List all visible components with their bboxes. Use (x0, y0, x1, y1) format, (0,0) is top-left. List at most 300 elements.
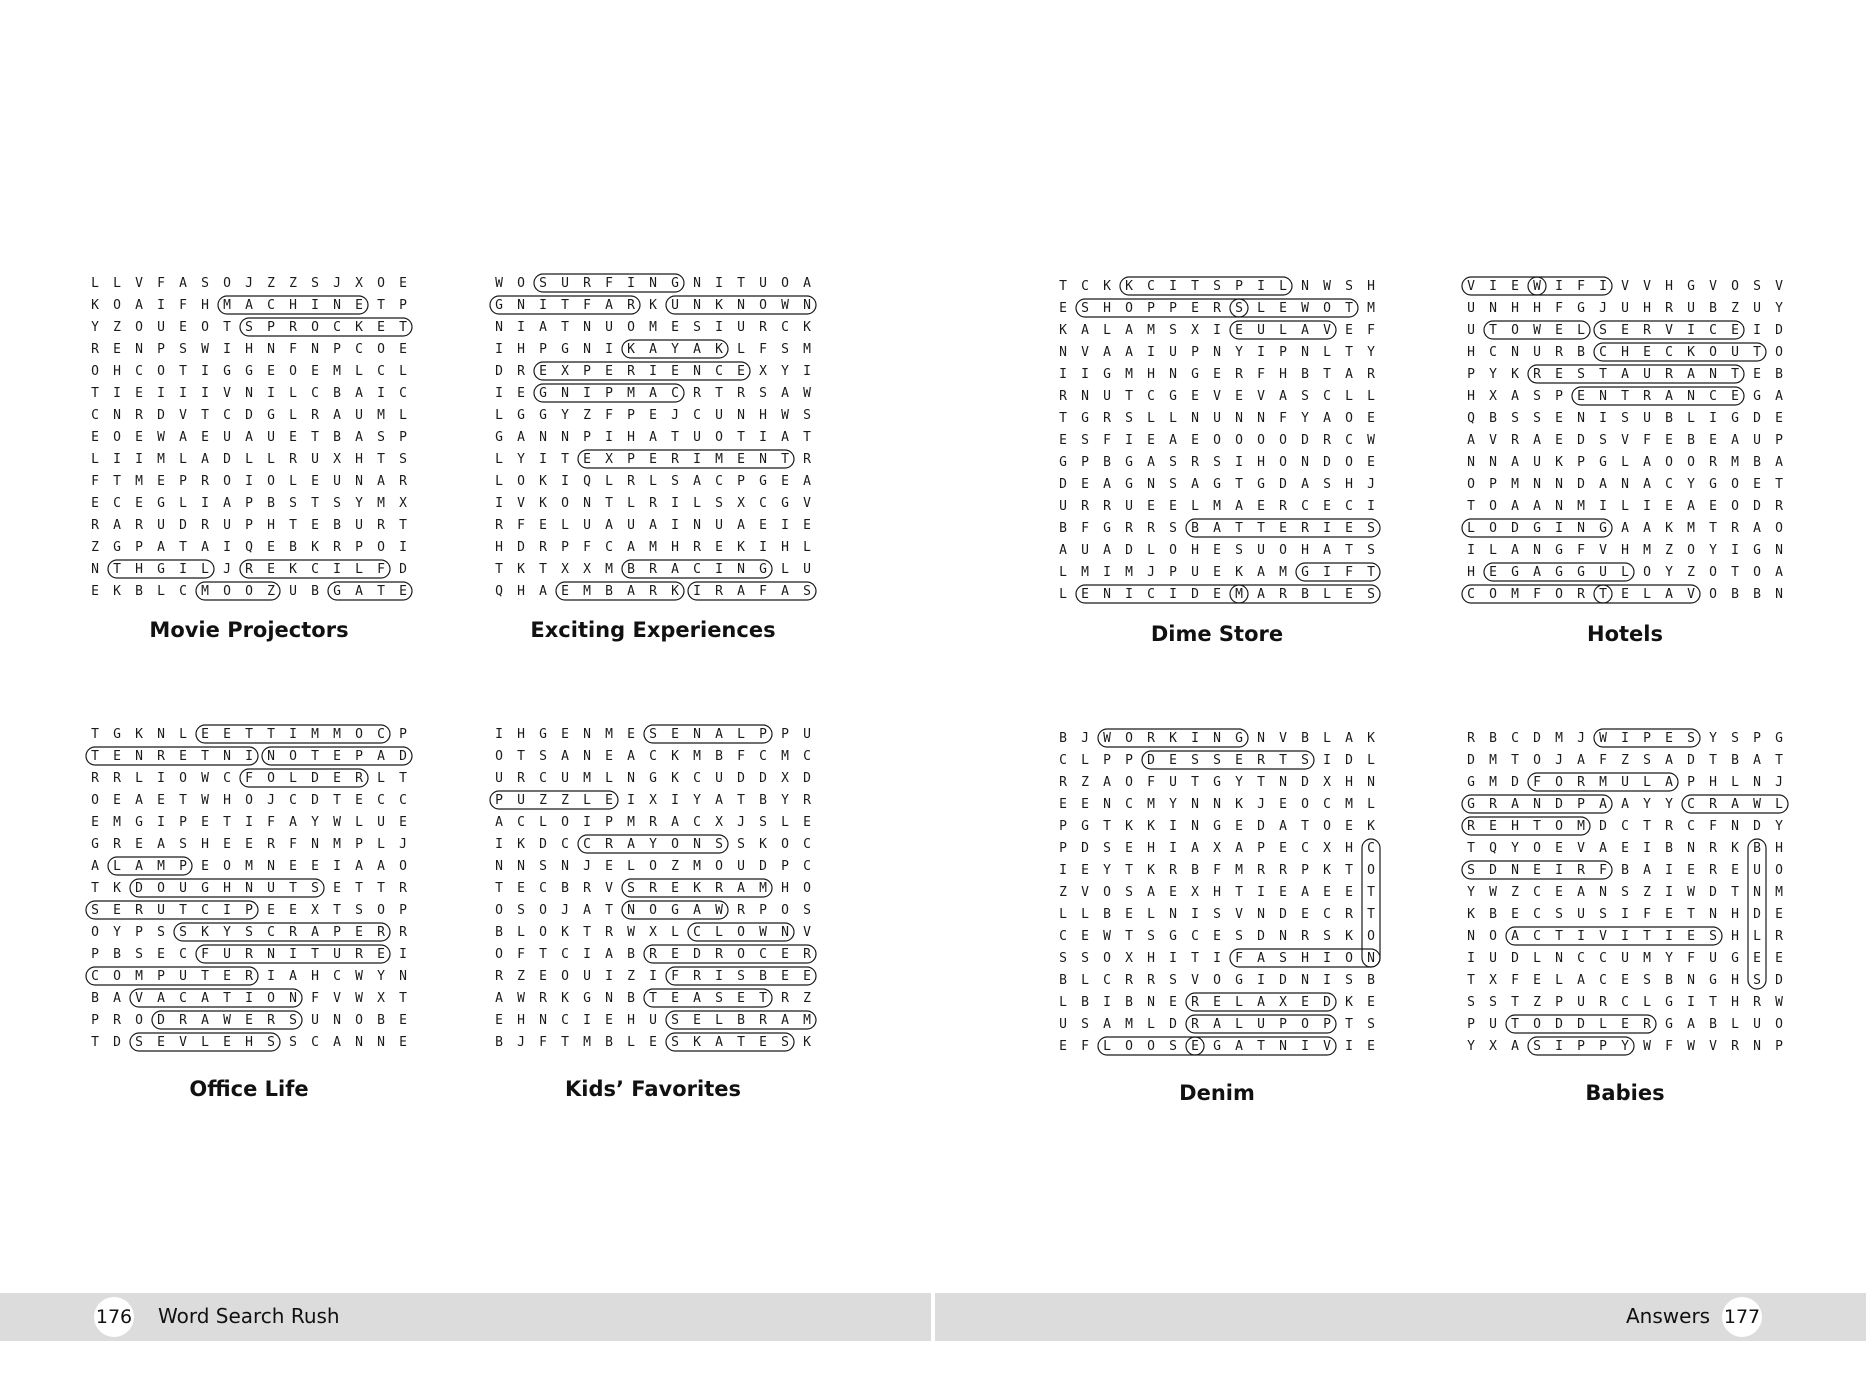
grid-letter: Y (1511, 840, 1519, 856)
grid-letter: S (289, 1012, 297, 1028)
grid-letter: K (1555, 454, 1563, 470)
grid-letter: D (1511, 950, 1519, 966)
grid-letter: E (1323, 884, 1331, 900)
grid-letter: O (561, 968, 569, 984)
grid-letter: I (583, 814, 591, 830)
grid-letter: T (179, 539, 187, 555)
grid-letter: Y (1665, 950, 1673, 966)
grid-letter: A (1235, 498, 1243, 514)
grid-letter: Y (91, 319, 99, 335)
grid-letter: O (1533, 1016, 1541, 1032)
grid-letter: R (399, 473, 407, 489)
grid-letter: E (113, 792, 121, 808)
grid-letter: E (1191, 300, 1199, 316)
grid-letter: T (737, 792, 745, 808)
grid-letter: O (113, 297, 121, 313)
grid-letter: E (649, 407, 657, 423)
grid-letter: I (1257, 344, 1265, 360)
grid-letter: T (495, 880, 503, 896)
grid-letter: Y (113, 924, 121, 940)
grid-letter: X (399, 495, 407, 511)
grid-letter: I (179, 385, 187, 401)
grid-letter: G (1467, 774, 1475, 790)
grid-letter: S (1467, 994, 1475, 1010)
grid-letter: D (245, 407, 253, 423)
grid-letter: E (1367, 454, 1375, 470)
grid-letter: L (289, 770, 297, 786)
grid-letter: E (289, 429, 297, 445)
grid-letter: F (267, 814, 275, 830)
grid-letter: P (135, 924, 143, 940)
grid-letter: Y (649, 836, 657, 852)
grid-letter: U (1687, 300, 1695, 316)
grid-letter: V (1709, 1038, 1717, 1054)
grid-letter: G (1665, 994, 1673, 1010)
grid-letter: M (693, 858, 701, 874)
grid-letter: O (223, 583, 231, 599)
grid-letter: R (759, 319, 767, 335)
grid-letter: O (245, 792, 253, 808)
grid-letter: V (1323, 1038, 1331, 1054)
grid-letter: E (399, 1012, 407, 1028)
grid-letter: M (605, 561, 613, 577)
grid-letter: S (201, 275, 209, 291)
grid-letter: U (1643, 366, 1651, 382)
grid-letter: D (1753, 906, 1761, 922)
grid-letter: A (1533, 498, 1541, 514)
grid-letter: E (1191, 388, 1199, 404)
grid-letter: T (583, 924, 591, 940)
grid-letter: N (1775, 542, 1783, 558)
grid-letter: A (671, 561, 679, 577)
grid-letter: H (517, 726, 525, 742)
grid-letter: I (1599, 498, 1607, 514)
grid-letter: L (1081, 972, 1089, 988)
grid-letter: G (1599, 454, 1607, 470)
grid-letter: T (1467, 498, 1475, 514)
grid-letter: P (1301, 862, 1309, 878)
grid-letter: B (1665, 972, 1673, 988)
grid-letter: O (1147, 1038, 1155, 1054)
grid-letter: R (715, 583, 723, 599)
grid-letter: P (1577, 796, 1585, 812)
grid-letter: R (627, 297, 635, 313)
grid-letter: I (1213, 950, 1221, 966)
grid-letter: O (1687, 454, 1695, 470)
grid-letter: O (781, 275, 789, 291)
grid-letter: C (1323, 388, 1331, 404)
grid-letter: F (517, 517, 525, 533)
grid-letter: C (759, 748, 767, 764)
grid-letter: I (583, 1012, 591, 1028)
grid-letter: R (135, 517, 143, 533)
grid-letter: N (1257, 906, 1265, 922)
grid-letter: F (157, 275, 165, 291)
grid-letter: E (1059, 796, 1067, 812)
grid-letter: R (113, 1012, 121, 1028)
grid-letter: S (1367, 586, 1375, 602)
grid-letter: E (135, 429, 143, 445)
grid-letter: M (627, 814, 635, 830)
grid-letter: M (1235, 586, 1243, 602)
grid-letter: I (671, 517, 679, 533)
grid-letter: O (781, 902, 789, 918)
grid-letter: I (223, 539, 231, 555)
grid-letter: M (759, 880, 767, 896)
grid-letter: G (1301, 564, 1309, 580)
grid-letter: B (495, 924, 503, 940)
grid-letter: R (355, 770, 363, 786)
grid-letter: G (245, 363, 253, 379)
grid-letter: O (649, 902, 657, 918)
grid-letter: O (399, 858, 407, 874)
grid-letter: O (377, 902, 385, 918)
puzzle-title-movie-projectors: Movie Projectors (149, 618, 349, 642)
grid-letter: F (605, 275, 613, 291)
grid-letter: R (1775, 928, 1783, 944)
grid-letter: I (245, 990, 253, 1006)
grid-letter: D (1323, 454, 1331, 470)
grid-letter: O (1345, 410, 1353, 426)
grid-letter: O (1345, 950, 1353, 966)
grid-letter: O (1257, 432, 1265, 448)
grid-letter: L (399, 363, 407, 379)
grid-letter: K (135, 726, 143, 742)
grid-letter: F (1643, 432, 1651, 448)
grid-letter: I (803, 363, 811, 379)
grid-letter: D (1555, 796, 1563, 812)
grid-letter: K (539, 495, 547, 511)
grid-letter: F (1599, 752, 1607, 768)
grid-letter: T (399, 319, 407, 335)
grid-letter: S (1169, 454, 1177, 470)
grid-letter: B (1489, 906, 1497, 922)
grid-letter: V (1621, 432, 1629, 448)
grid-letter: C (201, 902, 209, 918)
grid-letter: K (113, 583, 121, 599)
grid-letter: R (737, 385, 745, 401)
grid-letter: P (1775, 1038, 1783, 1054)
grid-letter: O (649, 858, 657, 874)
grid-letter: S (649, 726, 657, 742)
grid-letter: E (1511, 278, 1519, 294)
grid-letter: H (1621, 542, 1629, 558)
grid-letter: L (583, 792, 591, 808)
grid-letter: N (1367, 950, 1375, 966)
grid-letter: F (1577, 542, 1585, 558)
grid-letter: A (1599, 796, 1607, 812)
grid-letter: W (201, 341, 209, 357)
grid-letter: R (715, 880, 723, 896)
grid-letter: T (1511, 752, 1519, 768)
grid-letter: D (1577, 1016, 1585, 1032)
grid-letter: V (333, 990, 341, 1006)
grid-letter: H (267, 517, 275, 533)
grid-letter: C (693, 407, 701, 423)
grid-letter: I (1599, 278, 1607, 294)
grid-letter: B (1665, 840, 1673, 856)
grid-letter: L (1279, 278, 1287, 294)
grid-letter: F (583, 297, 591, 313)
puzzle-title-office-life: Office Life (189, 1077, 309, 1101)
grid-letter: I (113, 451, 121, 467)
grid-letter: P (1125, 752, 1133, 768)
grid-letter: A (693, 341, 701, 357)
grid-letter: O (1731, 498, 1739, 514)
grid-letter: D (1323, 994, 1331, 1010)
grid-letter: K (561, 990, 569, 1006)
grid-letter: N (135, 341, 143, 357)
grid-letter: C (1323, 906, 1331, 922)
grid-letter: N (693, 726, 701, 742)
grid-letter: S (1599, 322, 1607, 338)
grid-letter: P (355, 836, 363, 852)
grid-letter: C (517, 814, 525, 830)
grid-letter: U (1709, 950, 1717, 966)
grid-letter: E (1081, 928, 1089, 944)
grid-letter: F (1345, 564, 1353, 580)
grid-letter: X (1213, 840, 1221, 856)
grid-letter: U (223, 946, 231, 962)
grid-letter: B (737, 1012, 745, 1028)
grid-letter: N (1279, 928, 1287, 944)
grid-letter: N (1687, 840, 1695, 856)
grid-letter: P (1775, 432, 1783, 448)
grid-letter: H (1345, 774, 1353, 790)
grid-letter: E (179, 319, 187, 335)
grid-letter: T (781, 451, 789, 467)
grid-letter: A (289, 968, 297, 984)
grid-letter: K (803, 1034, 811, 1050)
grid-letter: A (201, 1012, 209, 1028)
grid-letter: W (1687, 884, 1695, 900)
grid-letter: N (561, 385, 569, 401)
grid-letter: O (803, 880, 811, 896)
grid-letter: H (1345, 840, 1353, 856)
grid-letter: N (1213, 730, 1221, 746)
grid-letter: T (1489, 322, 1497, 338)
grid-letter: S (715, 495, 723, 511)
grid-letter: U (223, 429, 231, 445)
grid-letter: E (759, 517, 767, 533)
grid-letter: I (1467, 542, 1475, 558)
grid-letter: T (399, 770, 407, 786)
grid-letter: F (1687, 950, 1695, 966)
grid-letter: E (135, 495, 143, 511)
grid-letter: F (1533, 774, 1541, 790)
grid-letter: I (179, 561, 187, 577)
grid-letter: T (1257, 1038, 1265, 1054)
grid-letter: R (1059, 388, 1067, 404)
grid-letter: S (1213, 906, 1221, 922)
grid-letter: S (333, 495, 341, 511)
grid-letter: I (1125, 586, 1133, 602)
grid-letter: P (1323, 1016, 1331, 1032)
grid-letter: F (201, 946, 209, 962)
letter-grid (488, 272, 818, 602)
grid-letter: Z (803, 990, 811, 1006)
grid-letter: D (1753, 410, 1761, 426)
grid-letter: S (1125, 884, 1133, 900)
grid-letter: E (1621, 1016, 1629, 1032)
grid-letter: A (1643, 476, 1651, 492)
grid-letter: I (157, 770, 165, 786)
grid-letter: E (355, 297, 363, 313)
grid-letter: M (1643, 950, 1651, 966)
grid-letter: R (91, 341, 99, 357)
grid-letter: P (179, 473, 187, 489)
grid-letter: C (1599, 344, 1607, 360)
grid-letter: N (737, 297, 745, 313)
grid-letter: C (1533, 906, 1541, 922)
grid-letter: E (605, 748, 613, 764)
grid-letter: I (605, 341, 613, 357)
grid-letter: W (495, 275, 503, 291)
grid-letter: U (561, 275, 569, 291)
grid-letter: K (1511, 366, 1519, 382)
grid-letter: O (1775, 1016, 1783, 1032)
grid-letter: U (355, 407, 363, 423)
grid-letter: T (1345, 1016, 1353, 1032)
grid-letter: I (1213, 322, 1221, 338)
grid-letter: G (1169, 928, 1177, 944)
grid-letter: S (355, 902, 363, 918)
grid-letter: P (1599, 1038, 1607, 1054)
grid-letter: A (1257, 564, 1265, 580)
grid-letter: C (113, 495, 121, 511)
grid-letter: R (1279, 586, 1287, 602)
grid-letter: U (1621, 950, 1629, 966)
grid-letter: X (311, 902, 319, 918)
grid-letter: P (583, 363, 591, 379)
grid-letter: C (803, 836, 811, 852)
grid-letter: X (1191, 884, 1199, 900)
grid-letter: O (1775, 344, 1783, 360)
grid-letter: B (1301, 586, 1309, 602)
grid-letter: C (671, 385, 679, 401)
grid-letter: N (627, 770, 635, 786)
grid-letter: I (1665, 928, 1673, 944)
grid-letter: C (267, 297, 275, 313)
grid-letter: N (1599, 884, 1607, 900)
grid-letter: S (1081, 950, 1089, 966)
grid-letter: M (803, 1012, 811, 1028)
grid-letter: A (1059, 542, 1067, 558)
grid-letter: N (1257, 410, 1265, 426)
grid-letter: E (1555, 840, 1563, 856)
grid-letter: U (1467, 300, 1475, 316)
grid-letter: K (715, 341, 723, 357)
grid-letter: N (245, 880, 253, 896)
grid-letter: E (1279, 520, 1287, 536)
grid-letter: N (1577, 410, 1585, 426)
grid-letter: J (671, 407, 679, 423)
grid-letter: I (495, 495, 503, 511)
grid-letter: C (1577, 950, 1585, 966)
grid-letter: B (1301, 366, 1309, 382)
grid-letter: S (539, 748, 547, 764)
grid-letter: A (737, 880, 745, 896)
grid-letter: E (1147, 498, 1155, 514)
grid-letter: T (377, 880, 385, 896)
grid-letter: L (289, 407, 297, 423)
grid-letter: U (649, 1012, 657, 1028)
grid-letter: L (715, 1012, 723, 1028)
grid-letter: P (333, 341, 341, 357)
grid-letter: E (605, 363, 613, 379)
grid-letter: P (583, 429, 591, 445)
grid-letter: T (1345, 344, 1353, 360)
grid-letter: R (649, 583, 657, 599)
grid-letter: B (627, 990, 635, 1006)
grid-letter: P (245, 495, 253, 511)
grid-letter: G (1169, 388, 1177, 404)
grid-letter: A (715, 726, 723, 742)
grid-letter: S (1345, 972, 1353, 988)
grid-letter: S (1753, 278, 1761, 294)
left-page-number: 176 (94, 1297, 134, 1337)
grid-letter: D (1489, 862, 1497, 878)
grid-letter: P (1169, 300, 1177, 316)
grid-letter: C (223, 770, 231, 786)
grid-letter: E (781, 946, 789, 962)
grid-letter: Y (1235, 774, 1243, 790)
grid-letter: J (1577, 730, 1585, 746)
grid-letter: T (1467, 840, 1475, 856)
grid-letter: K (759, 836, 767, 852)
grid-letter: G (583, 990, 591, 1006)
grid-letter: C (1687, 796, 1695, 812)
grid-letter: L (495, 473, 503, 489)
grid-letter: W (803, 385, 811, 401)
grid-letter: N (1367, 774, 1375, 790)
grid-letter: C (693, 924, 701, 940)
grid-letter: L (1103, 322, 1111, 338)
grid-letter: O (377, 275, 385, 291)
grid-letter: G (1599, 520, 1607, 536)
grid-letter: W (1753, 796, 1761, 812)
grid-letter: M (1731, 454, 1739, 470)
grid-letter: L (693, 495, 701, 511)
grid-letter: E (1367, 410, 1375, 426)
grid-letter: V (1467, 278, 1475, 294)
grid-letter: L (1489, 542, 1497, 558)
grid-letter: I (1599, 410, 1607, 426)
grid-letter: A (495, 814, 503, 830)
grid-letter: E (1059, 432, 1067, 448)
grid-letter: S (1279, 950, 1287, 966)
grid-letter: S (715, 990, 723, 1006)
grid-letter: H (627, 1012, 635, 1028)
grid-letter: A (201, 990, 209, 1006)
grid-letter: T (289, 880, 297, 896)
grid-letter: A (583, 902, 591, 918)
grid-letter: R (311, 407, 319, 423)
grid-letter: S (1577, 366, 1585, 382)
grid-letter: L (1345, 388, 1353, 404)
grid-letter: C (803, 748, 811, 764)
letter-grid (84, 272, 414, 602)
grid-letter: I (399, 539, 407, 555)
grid-letter: E (267, 561, 275, 577)
grid-letter: P (1643, 730, 1651, 746)
grid-letter: S (539, 275, 547, 291)
grid-letter: R (201, 517, 209, 533)
grid-letter: R (333, 539, 341, 555)
grid-letter: U (1213, 410, 1221, 426)
grid-letter: I (157, 385, 165, 401)
grid-letter: N (1213, 796, 1221, 812)
